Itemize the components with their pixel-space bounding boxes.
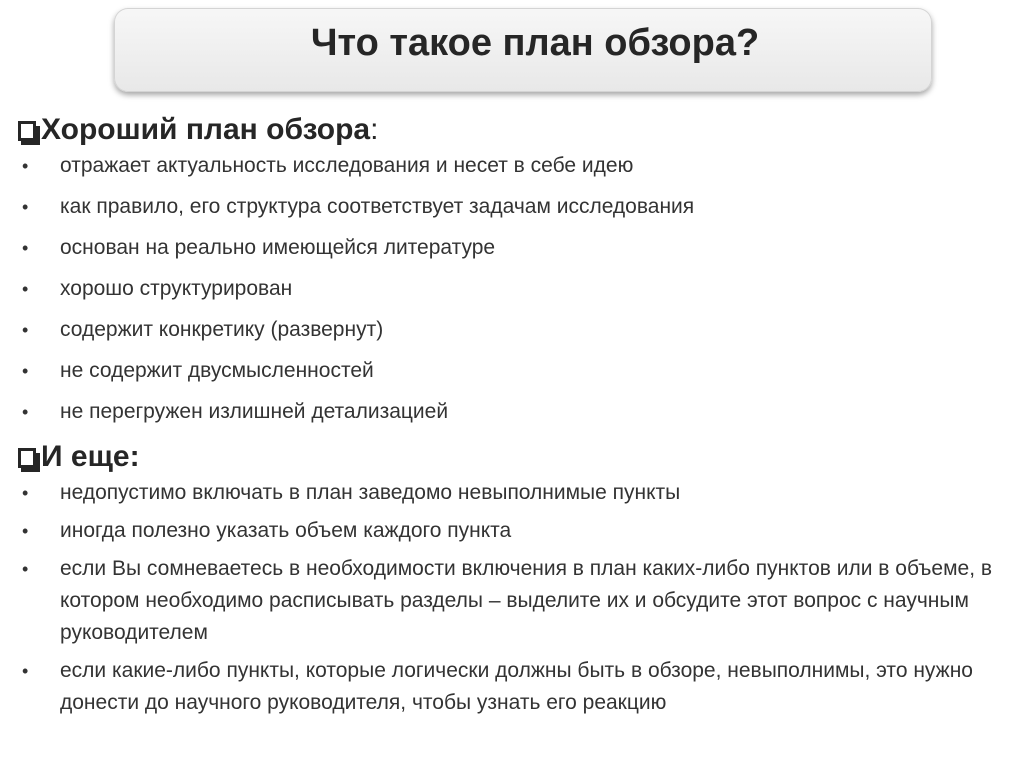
bullet-icon: •	[22, 197, 29, 217]
title-box	[114, 8, 932, 92]
list-item	[18, 655, 1024, 719]
section-heading-good-plan	[18, 110, 1024, 150]
bullet-icon: •	[22, 483, 29, 503]
page-title: Что такое план обзора?	[310, 22, 760, 64]
bullet-icon: •	[22, 361, 29, 381]
list-item	[18, 355, 1024, 387]
section-heading-more	[18, 437, 1024, 477]
bullet-icon: •	[22, 402, 29, 422]
checkbox-icon	[18, 448, 36, 468]
list-item-text: иногда полезно указать объем каждого пункта	[60, 519, 512, 542]
list-item-text: хорошо структурирован	[60, 277, 293, 300]
list-item-text: основан на реально имеющейся литературе	[60, 236, 496, 259]
bullet-icon: •	[22, 279, 29, 299]
bullet-icon: •	[22, 238, 29, 258]
list-item	[18, 553, 1024, 649]
list-item-text: отражает актуальность исследования и несет в себе идею	[60, 154, 634, 177]
list-item	[18, 515, 1024, 547]
section-heading-colon: :	[370, 113, 379, 146]
list-item-text: как правило, его структура соответствует задачам исследования	[60, 195, 695, 218]
list-item	[18, 314, 1024, 346]
bullet-icon: •	[22, 156, 29, 176]
bullet-icon: •	[22, 521, 29, 541]
list-item-text: если Вы сомневаетесь в необходимости включения в план каких-либо пунктов или в объеме, в котором необходимо расписывать разделы – выделите их и обсудите этот вопрос с научным руководителем	[60, 557, 993, 644]
section-heading-text: Хороший план обзора	[41, 113, 371, 146]
bullet-icon: •	[22, 559, 29, 579]
list-item	[18, 232, 1024, 264]
section-heading-text: И еще:	[41, 440, 140, 473]
list-item-text: недопустимо включать в план заведомо невыполнимые пункты	[60, 481, 681, 504]
good-plan-list	[18, 150, 1024, 428]
bullet-icon: •	[22, 661, 29, 681]
bullet-icon: •	[22, 320, 29, 340]
list-item	[18, 191, 1024, 223]
slide-content	[18, 110, 1024, 725]
list-item	[18, 150, 1024, 182]
checkbox-icon	[18, 121, 36, 141]
list-item	[18, 273, 1024, 305]
list-item	[18, 477, 1024, 509]
list-item-text: не перегружен излишней детализацией	[60, 400, 449, 423]
list-item-text: если какие-либо пункты, которые логически должны быть в обзоре, невыполнимы, это нужно донести до научного руководителя, чтобы узнать его реакцию	[60, 659, 973, 714]
list-item-text: содержит конкретику (развернут)	[60, 318, 384, 341]
list-item-text: не содержит двусмысленностей	[60, 359, 374, 382]
more-list	[18, 477, 1024, 719]
list-item	[18, 396, 1024, 428]
